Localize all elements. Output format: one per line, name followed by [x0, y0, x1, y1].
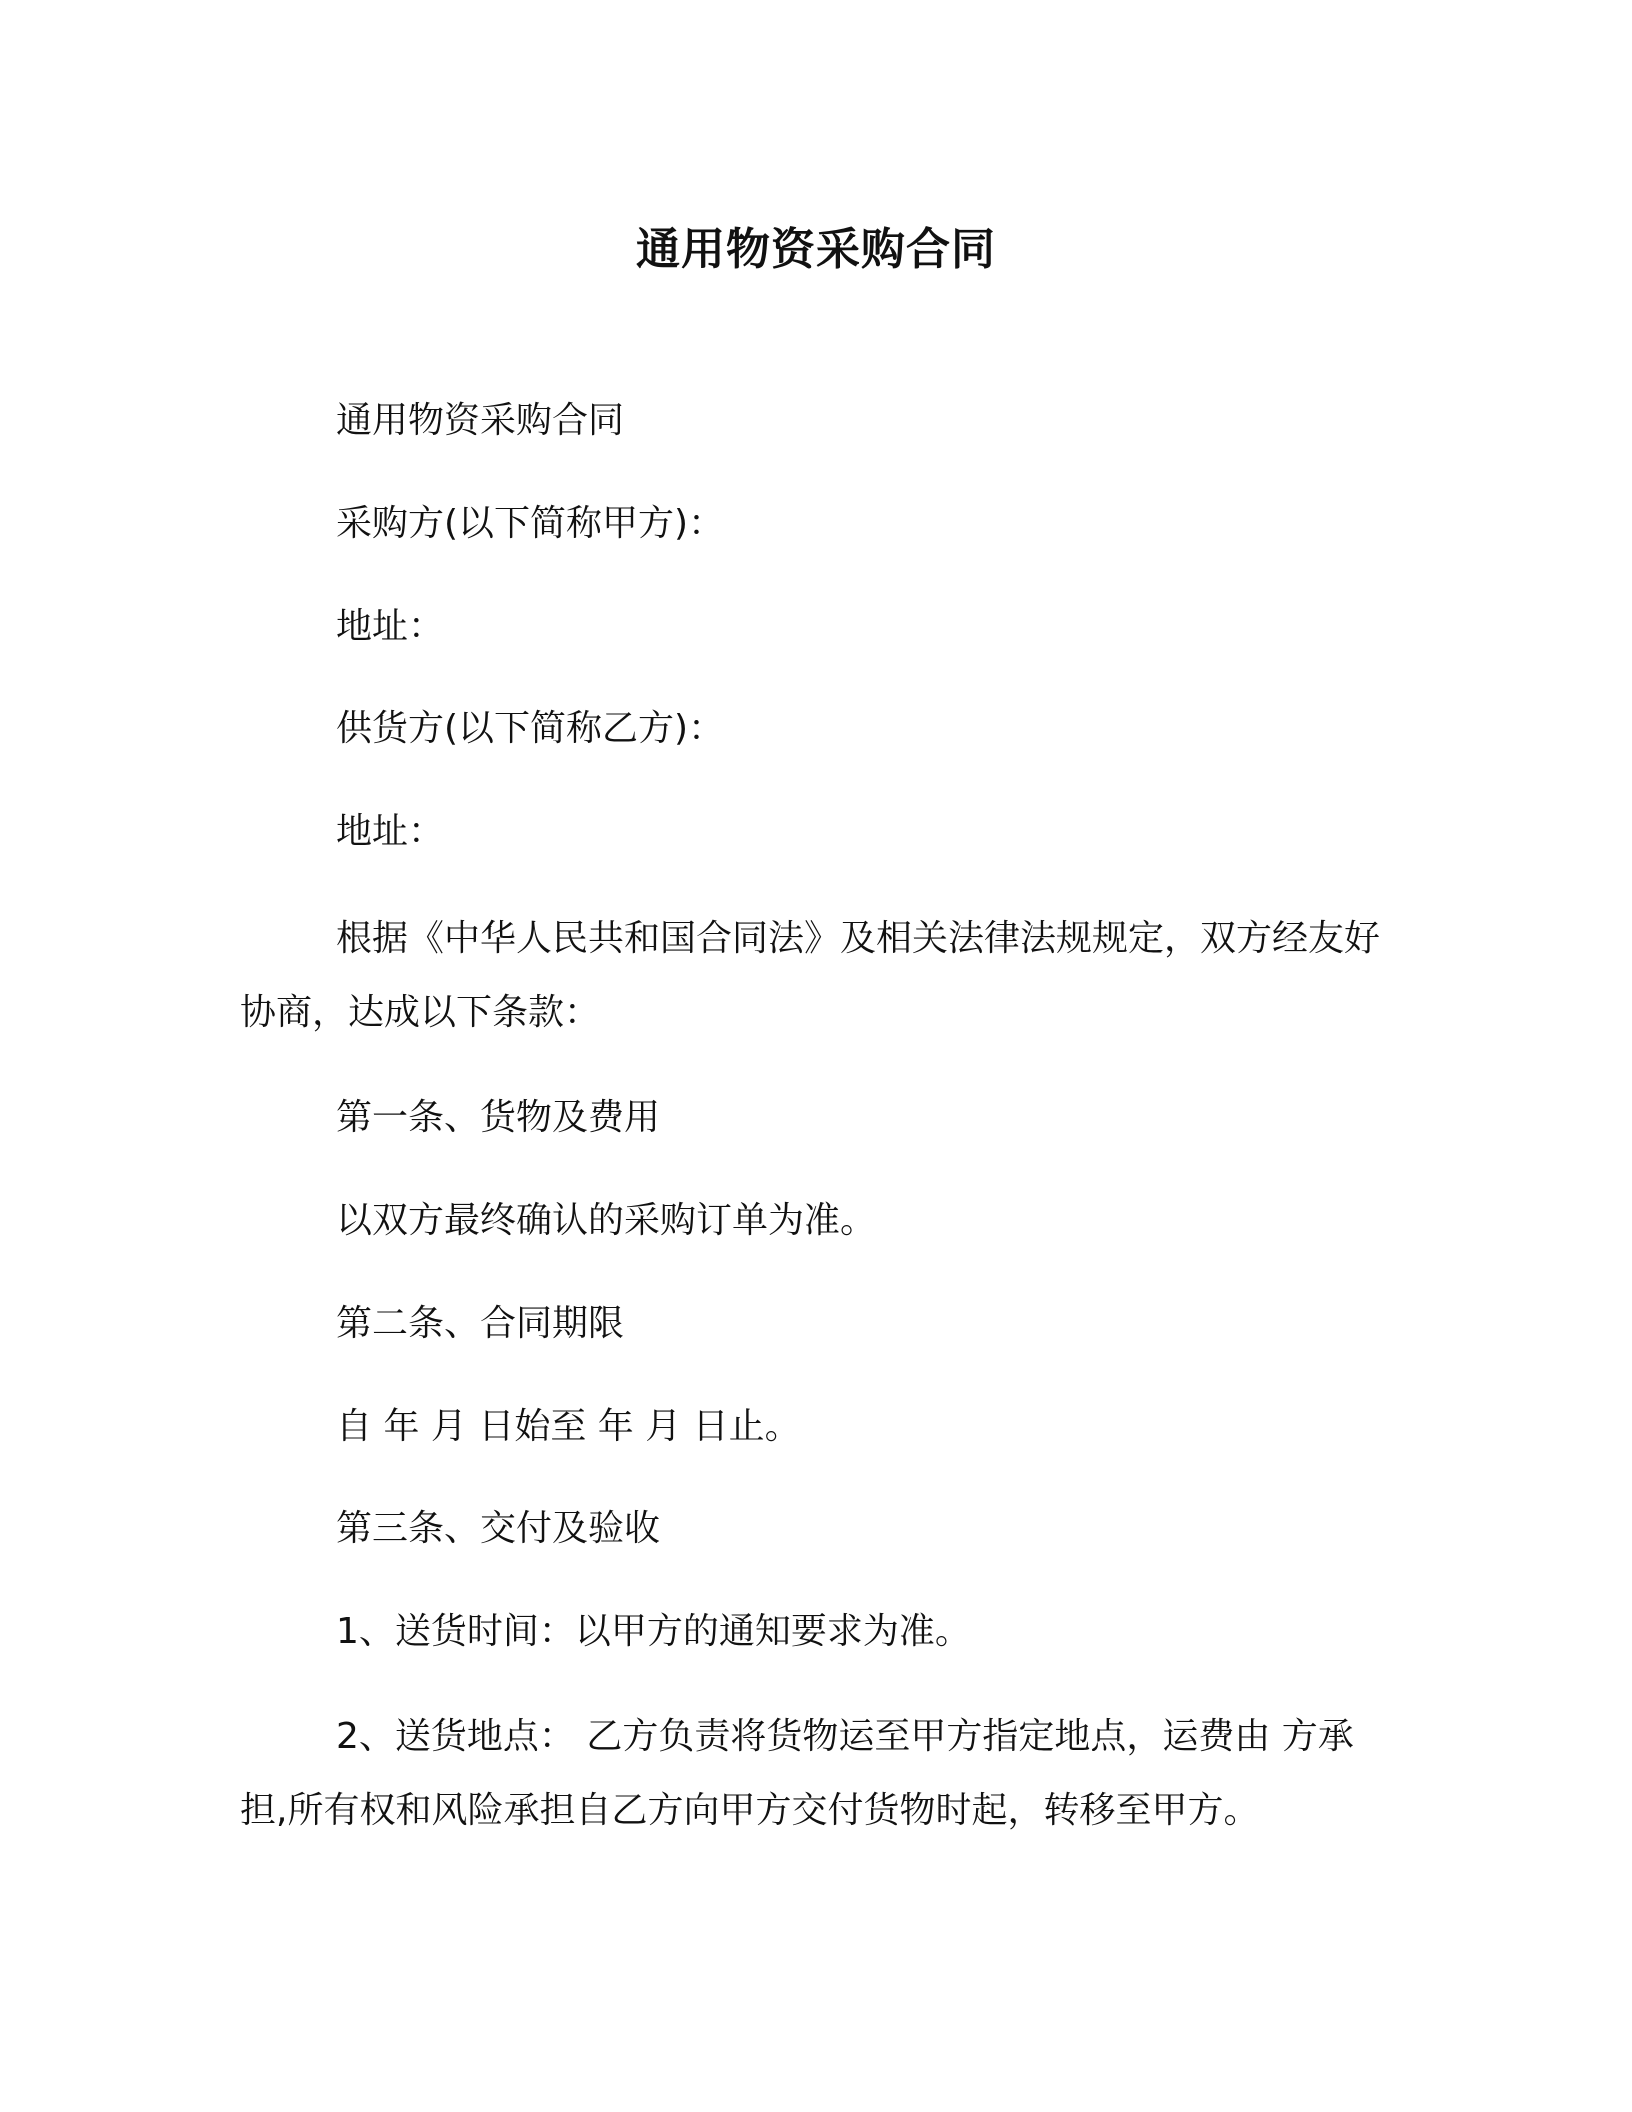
paragraph-article-3-item-1: 1、送货时间：以甲方的通知要求为准。: [336, 1611, 971, 1652]
paragraph-buyer: 采购方(以下简称甲方)：: [336, 503, 725, 544]
paragraph-article-3: 第三条、交付及验收: [336, 1508, 661, 1549]
paragraph-article-2: 第二条、合同期限: [336, 1303, 625, 1344]
paragraph-preamble: 根据《中华人民共和国合同法》及相关法律法规规定，双方经友好协商，达成以下条款：: [240, 918, 1381, 1033]
paragraph-buyer-address: 地址：: [336, 606, 445, 647]
document-title: 通用物资采购合同: [636, 224, 996, 275]
paragraph-subtitle: 通用物资采购合同: [336, 400, 625, 441]
paragraph-article-1: 第一条、货物及费用: [336, 1097, 661, 1138]
paragraph-article-3-item-2: 2、送货地点： 乙方负责将货物运至甲方指定地点，运费由 方承担,所有权和风险承担自乙方向甲方交付货物时起，转移至甲方。: [240, 1716, 1354, 1831]
paragraph-supplier: 供货方(以下简称乙方)：: [336, 708, 725, 749]
paragraph-article-2-body: 自 年 月 日始至 年 月 日止。: [336, 1406, 801, 1447]
paragraph-supplier-address: 地址：: [336, 811, 445, 852]
paragraph-article-1-body: 以双方最终确认的采购订单为准。: [336, 1200, 877, 1241]
